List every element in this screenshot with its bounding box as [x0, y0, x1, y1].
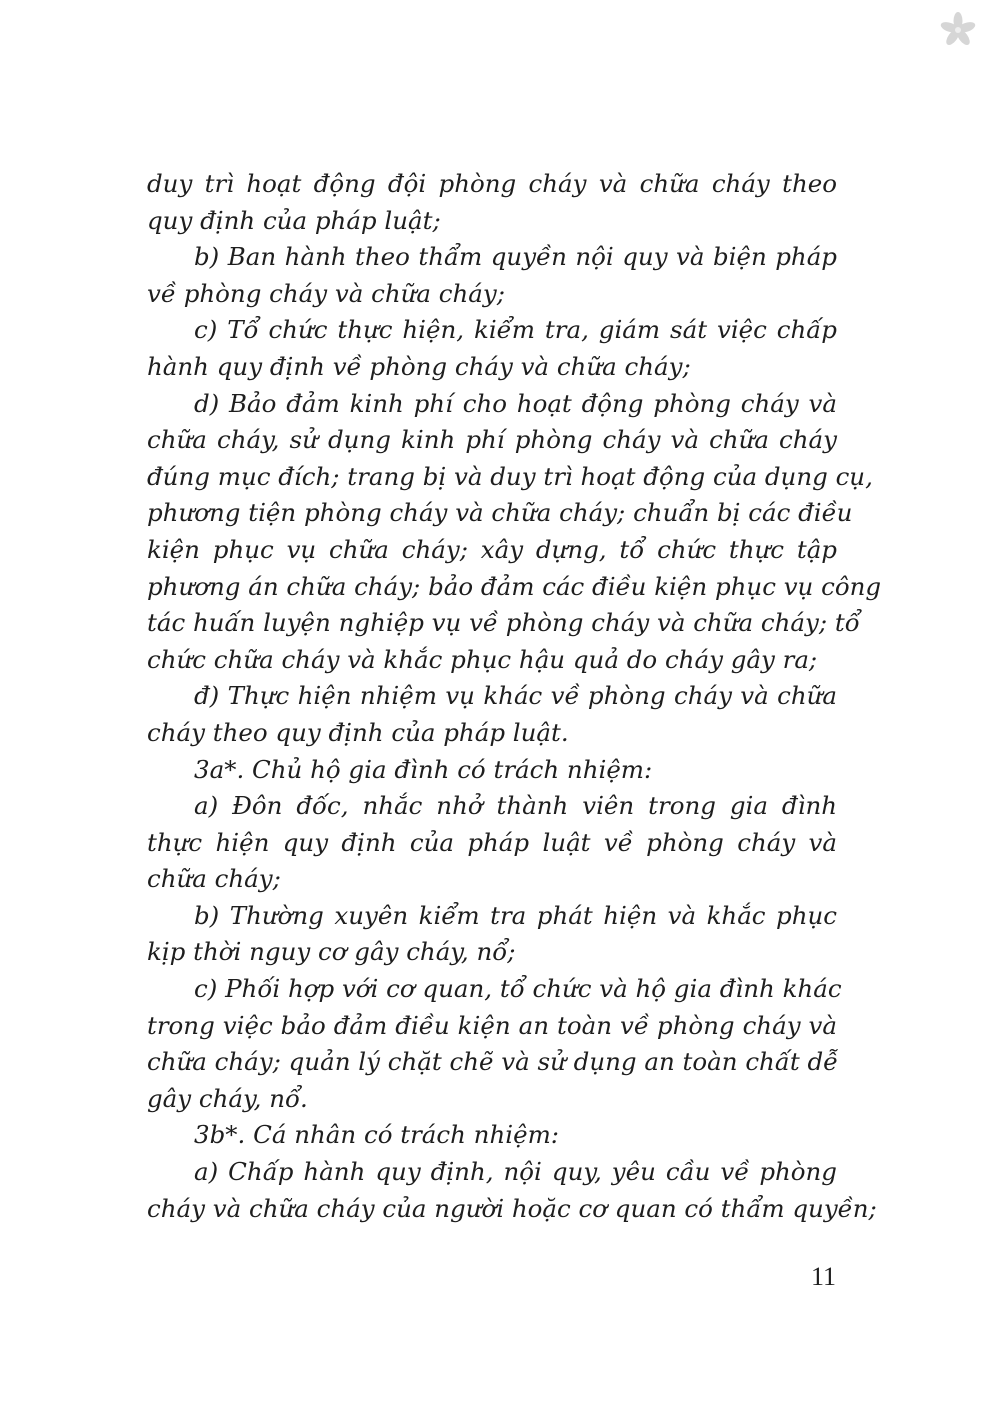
text-line: a) Chấp hành quy định, nội quy, yêu cầu về phòng — [194, 1157, 837, 1187]
text-line: c) Phối hợp với cơ quan, tổ chức và hộ gia đình khác — [194, 974, 842, 1004]
text-line: a) Đôn đốc, nhắc nhở thành viên trong gia đình — [194, 791, 837, 821]
body-text — [147, 166, 882, 1227]
text-line: chức chữa cháy và khắc phục hậu quả do cháy gây ra; — [147, 644, 818, 674]
text-line: 3b*. Cá nhân có trách nhiệm: — [194, 1120, 560, 1150]
text-line: chữa cháy; quản lý chặt chẽ và sử dụng an toàn chất dễ — [147, 1047, 839, 1077]
text-line: 3a*. Chủ hộ gia đình có trách nhiệm: — [194, 754, 653, 784]
text-line: chữa cháy; — [147, 864, 281, 894]
text-line: phương án chữa cháy; bảo đảm các điều kiện phục vụ công — [147, 571, 882, 601]
text-line: cháy theo quy định của pháp luật. — [147, 717, 569, 747]
text-line: gây cháy, nổ. — [147, 1083, 308, 1113]
text-line: tác huấn luyện nghiệp vụ về phòng cháy và chữa cháy; tổ — [147, 608, 860, 638]
text-line: c) Tổ chức thực hiện, kiểm tra, giám sát việc chấp — [194, 315, 837, 345]
text-line: b) Thường xuyên kiểm tra phát hiện và khắc phục — [194, 900, 837, 930]
text-line: đ) Thực hiện nhiệm vụ khác về phòng cháy và chữa — [194, 681, 837, 711]
text-line: thực hiện quy định của pháp luật về phòng cháy và — [147, 827, 837, 857]
text-line: về phòng cháy và chữa cháy; — [147, 278, 506, 308]
text-line: cháy và chữa cháy của người hoặc cơ quan có thẩm quyền; — [147, 1193, 877, 1223]
text-line: quy định của pháp luật; — [147, 205, 441, 235]
text-line: phương tiện phòng cháy và chữa cháy; chuẩn bị các điều — [147, 498, 853, 528]
text-line: chữa cháy, sử dụng kinh phí phòng cháy và chữa cháy — [147, 425, 837, 455]
text-line: kiện phục vụ chữa cháy; xây dựng, tổ chức thực tập — [147, 534, 837, 564]
page-number: 11 — [810, 1262, 836, 1291]
text-line: hành quy định về phòng cháy và chữa cháy; — [147, 351, 691, 381]
text-line: d) Bảo đảm kinh phí cho hoạt động phòng cháy và — [194, 388, 837, 418]
text-line: trong việc bảo đảm điều kiện an toàn về phòng cháy và — [147, 1010, 837, 1040]
text-line: b) Ban hành theo thẩm quyền nội quy và biện pháp — [194, 242, 837, 272]
text-line: duy trì hoạt động đội phòng cháy và chữa cháy theo — [147, 169, 837, 198]
flower-logo-icon — [940, 12, 976, 48]
text-line: kịp thời nguy cơ gây cháy, nổ; — [147, 937, 516, 967]
text-line: đúng mục đích; trang bị và duy trì hoạt động của dụng cụ, — [147, 461, 873, 491]
